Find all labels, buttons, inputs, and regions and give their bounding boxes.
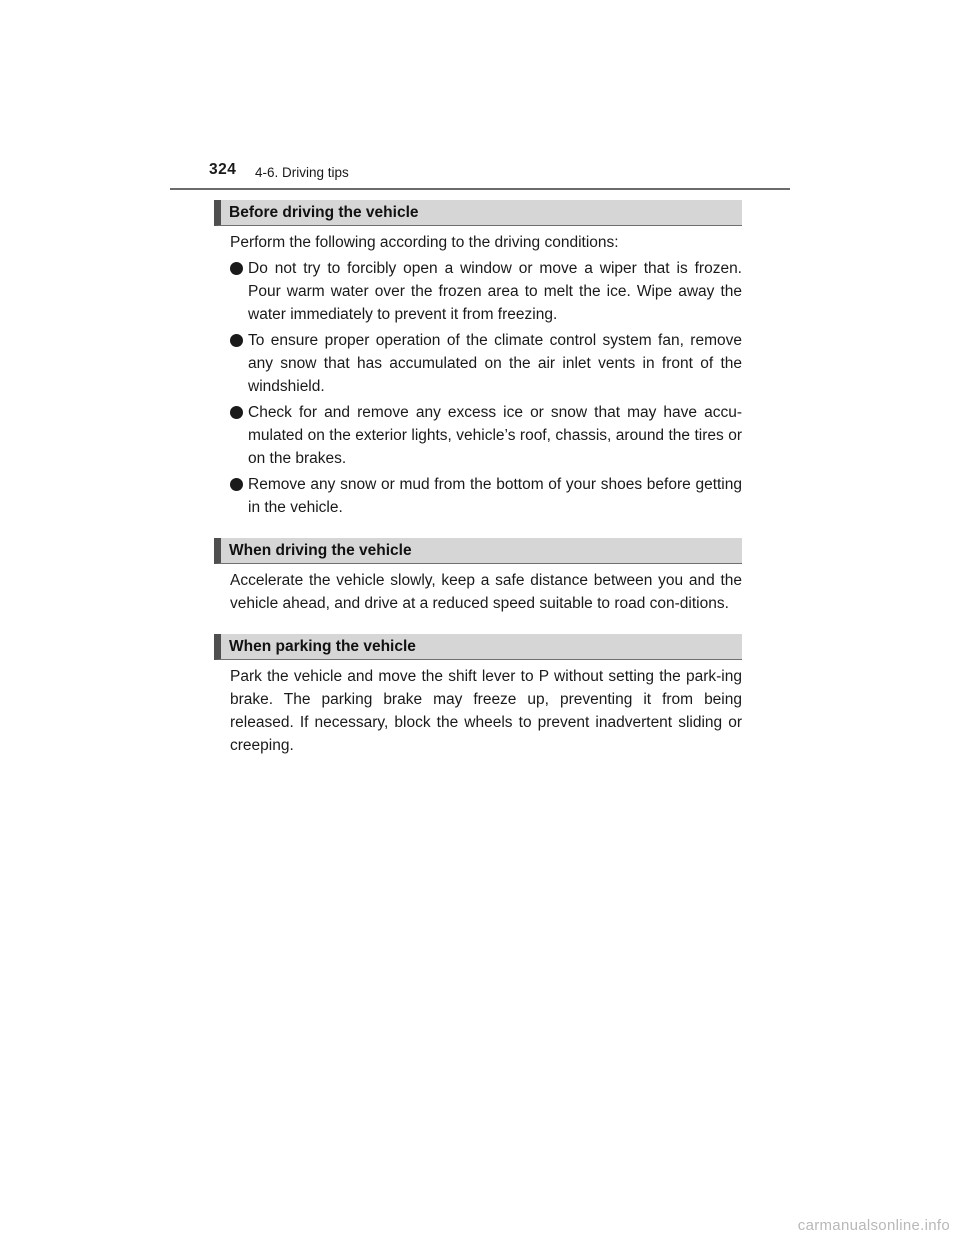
bullet-icon <box>230 478 243 491</box>
section-body-when-driving <box>214 569 742 615</box>
page-header <box>170 160 790 190</box>
list-item <box>230 257 742 326</box>
section-heading-when-parking: When parking the vehicle <box>214 634 742 660</box>
section-text: Accelerate the vehicle slowly, keep a safe distance between you and the vehicle ahead, and drive at a reduced speed suitable to road con-ditions. <box>230 572 742 612</box>
list-item-text: Remove any snow or mud from the bottom of your shoes before getting in the vehicle. <box>248 476 742 516</box>
section-heading-when-driving: When driving the vehicle <box>214 538 742 564</box>
bullet-icon <box>230 262 243 275</box>
list-item <box>230 473 742 519</box>
section-body-when-parking <box>214 665 742 757</box>
page-content <box>214 200 742 757</box>
list-item <box>230 401 742 470</box>
bullet-icon <box>230 406 243 419</box>
section-body-before-driving <box>214 231 742 519</box>
list-item-text: Check for and remove any excess ice or snow that may have accu-mulated on the exterior lights, vehicle’s roof, chassis, around the tires or on the brakes. <box>248 404 742 467</box>
section-breadcrumb: 4-6. Driving tips <box>255 165 349 180</box>
section-text: Park the vehicle and move the shift lever to P without setting the park-ing brake. The parking brake may freeze up, preventing it from being released. If necessary, block the wheels to prevent inadvertent sliding or creeping. <box>230 668 742 754</box>
list-item-text: To ensure proper operation of the climate control system fan, remove any snow that has accumulated on the air inlet vents in front of the windshield. <box>248 332 742 395</box>
watermark: carmanualsonline.info <box>797 1217 950 1234</box>
list-item <box>230 329 742 398</box>
section-intro: Perform the following according to the driving conditions: <box>230 234 619 251</box>
list-item-text: Do not try to forcibly open a window or move a wiper that is frozen. Pour warm water over the frozen area to melt the ice. Wipe away the water immediately to prevent it from freezing. <box>248 260 742 323</box>
page-number: 324 <box>209 161 237 178</box>
precaution-list <box>230 257 742 519</box>
section-heading-before-driving: Before driving the vehicle <box>214 200 742 226</box>
bullet-icon <box>230 334 243 347</box>
